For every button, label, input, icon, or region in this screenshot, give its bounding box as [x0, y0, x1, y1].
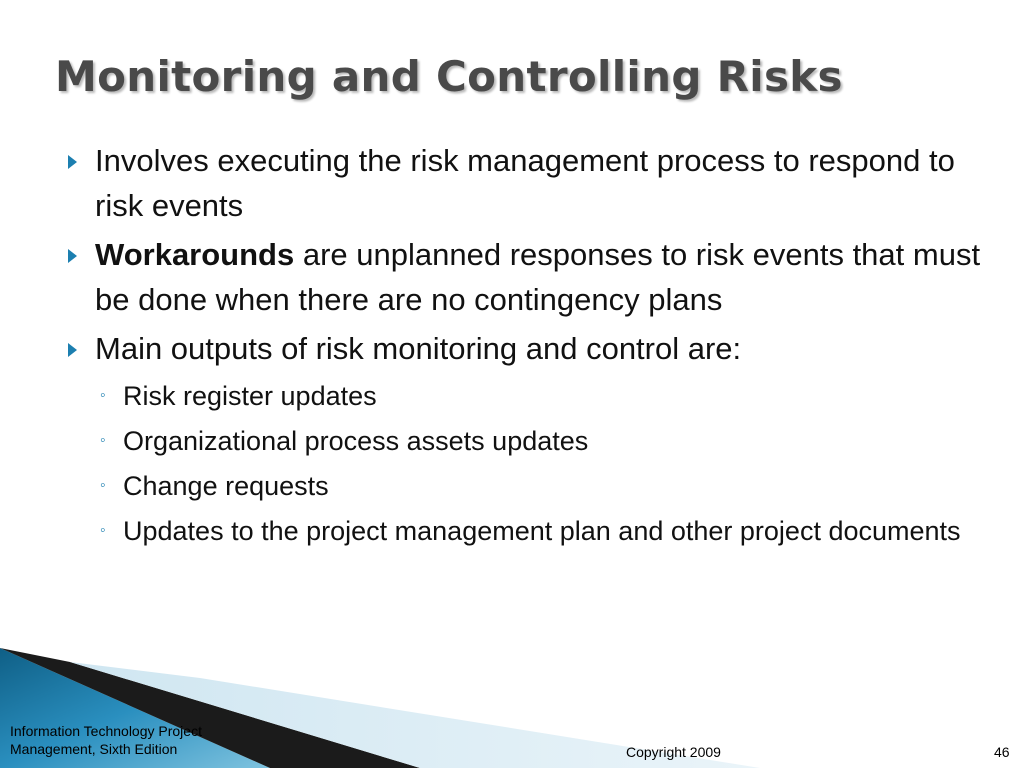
slide-content [60, 138, 990, 555]
subbullet-list [60, 375, 990, 552]
slide-number: 46 [994, 744, 1010, 760]
bullet-text: Involves executing the risk management process to respond to risk events [95, 143, 955, 223]
circle-bullet-icon: ◦ [100, 432, 106, 449]
triangle-right-icon [68, 155, 77, 169]
subbullet-text: Organizational process assets updates [123, 426, 589, 456]
subbullet-item [60, 420, 990, 462]
circle-bullet-icon: ◦ [100, 522, 106, 539]
triangle-right-icon [68, 249, 77, 263]
slide-title: Monitoring and Controlling Risks [55, 52, 843, 101]
footer-book-line: Information Technology Project [10, 723, 202, 739]
subbullet-text: Updates to the project management plan and other project documents [123, 516, 961, 546]
subbullet-item [60, 510, 990, 552]
subbullet-text: Risk register updates [123, 381, 377, 411]
circle-bullet-icon: ◦ [100, 477, 106, 494]
bullet-text: Main outputs of risk monitoring and control are: [95, 331, 742, 366]
bullet-text: are unplanned responses to risk events that must be done when there are no contingency plans [95, 237, 981, 317]
footer-book-line: Management, Sixth Edition [10, 741, 178, 757]
subbullet-item [60, 375, 990, 417]
triangle-right-icon [68, 343, 77, 357]
bullet-item [60, 326, 990, 371]
footer-book-title [10, 722, 270, 758]
bullet-item [60, 138, 990, 228]
subbullet-text: Change requests [123, 471, 329, 501]
footer-copyright: Copyright 2009 [626, 744, 721, 760]
circle-bullet-icon: ◦ [100, 387, 106, 404]
bullet-item [60, 232, 990, 322]
subbullet-item [60, 465, 990, 507]
bullet-bold-term: Workarounds [95, 237, 295, 272]
